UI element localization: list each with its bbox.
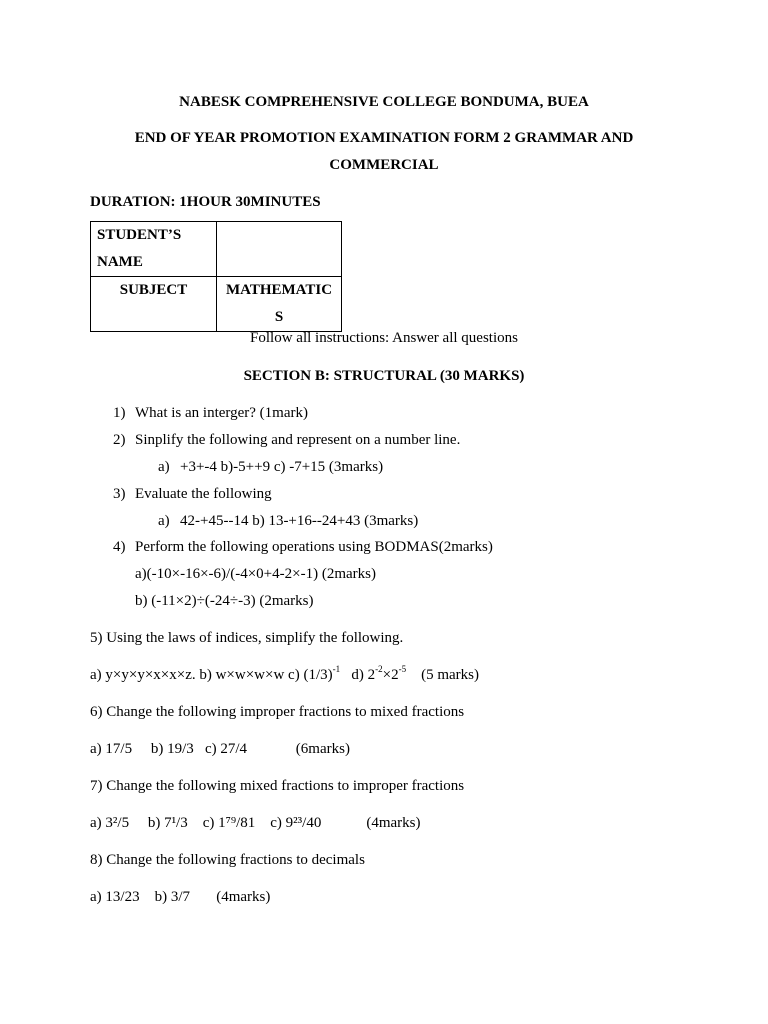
question-7: 7) Change the following mixed fractions to improper fractions <box>90 778 465 794</box>
student-name-label-line-1: STUDENT’S <box>97 227 182 243</box>
question-text: What is an interger? (1mark) <box>135 405 308 421</box>
question-text: Sinplify the following and represent on a number line. <box>135 432 461 448</box>
question-text: Perform the following operations using BODMAS(2marks) <box>135 539 493 555</box>
exam-title-line-1: END OF YEAR PROMOTION EXAMINATION FORM 2 GRAMMAR AND <box>134 130 634 146</box>
question-8: 8) Change the following fractions to decimals <box>90 852 365 868</box>
subject-value-line-2: S <box>274 309 284 325</box>
q5-exponent-1: -1 <box>332 664 341 674</box>
q5-times: ×2 <box>382 667 399 683</box>
section-title: SECTION B: STRUCTURAL (30 MARKS) <box>243 368 525 384</box>
question-5-answers <box>90 664 479 684</box>
question-6-answers: a) 17/5 b) 19/3 c) 27/4 (6marks) <box>90 741 350 757</box>
q5-exponent-3: -5 <box>398 664 407 674</box>
question-text: Evaluate the following <box>135 486 272 502</box>
student-info-table <box>90 221 342 332</box>
question-8-answers: a) 13/23 b) 3/7 (4marks) <box>90 889 271 905</box>
question-number: 1) <box>113 405 126 421</box>
table-row <box>91 277 342 332</box>
student-name-label-line-2: NAME <box>97 254 143 270</box>
q5-marks: (5 marks) <box>406 667 479 683</box>
question-4-part-a: a)(-10×-16×-6)/(-4×0+4-2×-1) (2marks) <box>135 566 376 582</box>
school-name: NABESK COMPREHENSIVE COLLEGE BONDUMA, BUEA <box>179 94 589 110</box>
subject-label: SUBJECT <box>91 277 217 332</box>
question-1 <box>113 405 308 422</box>
sub-text: 42-+45--14 b) 13-+16--24+43 (3marks) <box>180 513 419 529</box>
table-row <box>91 222 342 277</box>
exam-title-line-2: COMMERCIAL <box>329 157 439 173</box>
question-number: 3) <box>113 486 126 502</box>
student-name-value[interactable] <box>217 222 342 277</box>
question-6: 6) Change the following improper fractions to mixed fractions <box>90 704 465 720</box>
question-4 <box>113 539 493 556</box>
question-4-part-b: b) (-11×2)÷(-24÷-3) (2marks) <box>135 593 314 609</box>
duration: DURATION: 1HOUR 30MINUTES <box>90 194 321 210</box>
q5-parts-a-c: a) y×y×y×x×x×z. b) w×w×w×w c) (1/3) <box>90 667 333 683</box>
sub-label: a) <box>158 513 170 529</box>
question-2-part-a <box>158 459 383 476</box>
instructions: Follow all instructions: Answer all questions <box>250 330 518 346</box>
exam-page <box>90 0 678 1024</box>
sub-label: a) <box>158 459 170 475</box>
q5-part-d: d) 2 <box>340 667 376 683</box>
question-2 <box>113 432 460 449</box>
question-number: 2) <box>113 432 126 448</box>
question-5: 5) Using the laws of indices, simplify the following. <box>90 630 404 646</box>
q5-exponent-2: -2 <box>375 664 383 674</box>
question-number: 4) <box>113 539 126 555</box>
subject-value <box>217 277 342 332</box>
subject-value-line-1: MATHEMATIC <box>225 282 333 298</box>
sub-text: +3+-4 b)-5++9 c) -7+15 (3marks) <box>180 459 384 475</box>
question-3-part-a <box>158 513 418 530</box>
question-7-answers: a) 3²/5 b) 7¹/3 c) 1⁷⁹/81 c) 9²³/40 (4marks) <box>90 815 421 831</box>
question-3 <box>113 486 272 503</box>
student-name-label <box>91 222 217 277</box>
